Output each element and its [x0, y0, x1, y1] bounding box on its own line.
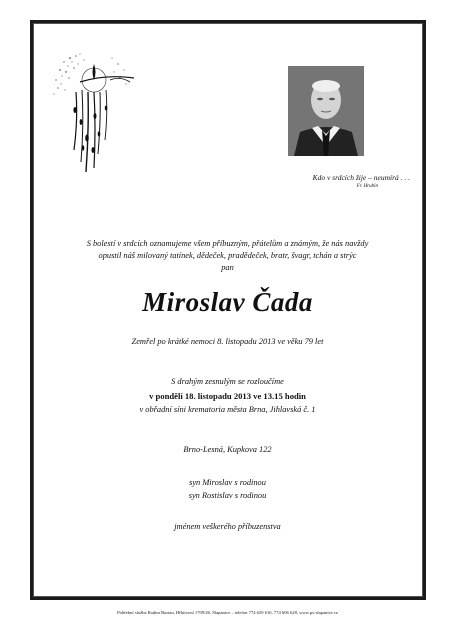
closing-text: jménem veškerého příbuzenstva [174, 522, 281, 531]
family-address: Brno-Lesná, Kupkova 122 [183, 445, 272, 454]
farewell-text: S drahým zesnulým se rozloučíme [171, 377, 284, 386]
announcement-text [40, 238, 415, 262]
memorial-quote: Kdo v srdcích žije – neumírá . . . [312, 173, 410, 182]
quote-author: Fr. Hrubín [356, 184, 378, 189]
funeral-datetime: v pondělí 18. listopadu 2013 ve 13.15 hodin [149, 391, 306, 401]
honorific: pan [221, 263, 234, 272]
candle-ornament-icon [50, 50, 140, 175]
mourner-2: syn Rostislav s rodinou [188, 491, 267, 500]
portrait-photo [288, 66, 364, 156]
mourner-1: syn Miroslav s rodinou [189, 478, 266, 487]
announcement-line-1: S bolestí v srdcích oznamujeme všem příbuzným, přátelům a známým, že nás navždy [86, 239, 369, 248]
death-info: Zemřel po krátké nemoci 8. listopadu 2013 ve věku 79 let [131, 337, 324, 346]
funeral-service-footer: Pohřební služba Radim Burian, Hřbitovní 1709/26, Šlapanice – telefon 774 629 616, 774 606 628, www.ps-slapanice.cz [117, 610, 338, 615]
funeral-location: v obřadní síni krematoria města Brna, Jihlavská č. 1 [139, 405, 316, 414]
announcement-line-2: opustil náš milovaný tatínek, dědeček, pradědeček, bratr, švagr, tchán a strýc [98, 251, 357, 260]
deceased-name: Miroslav Čada [142, 287, 313, 317]
